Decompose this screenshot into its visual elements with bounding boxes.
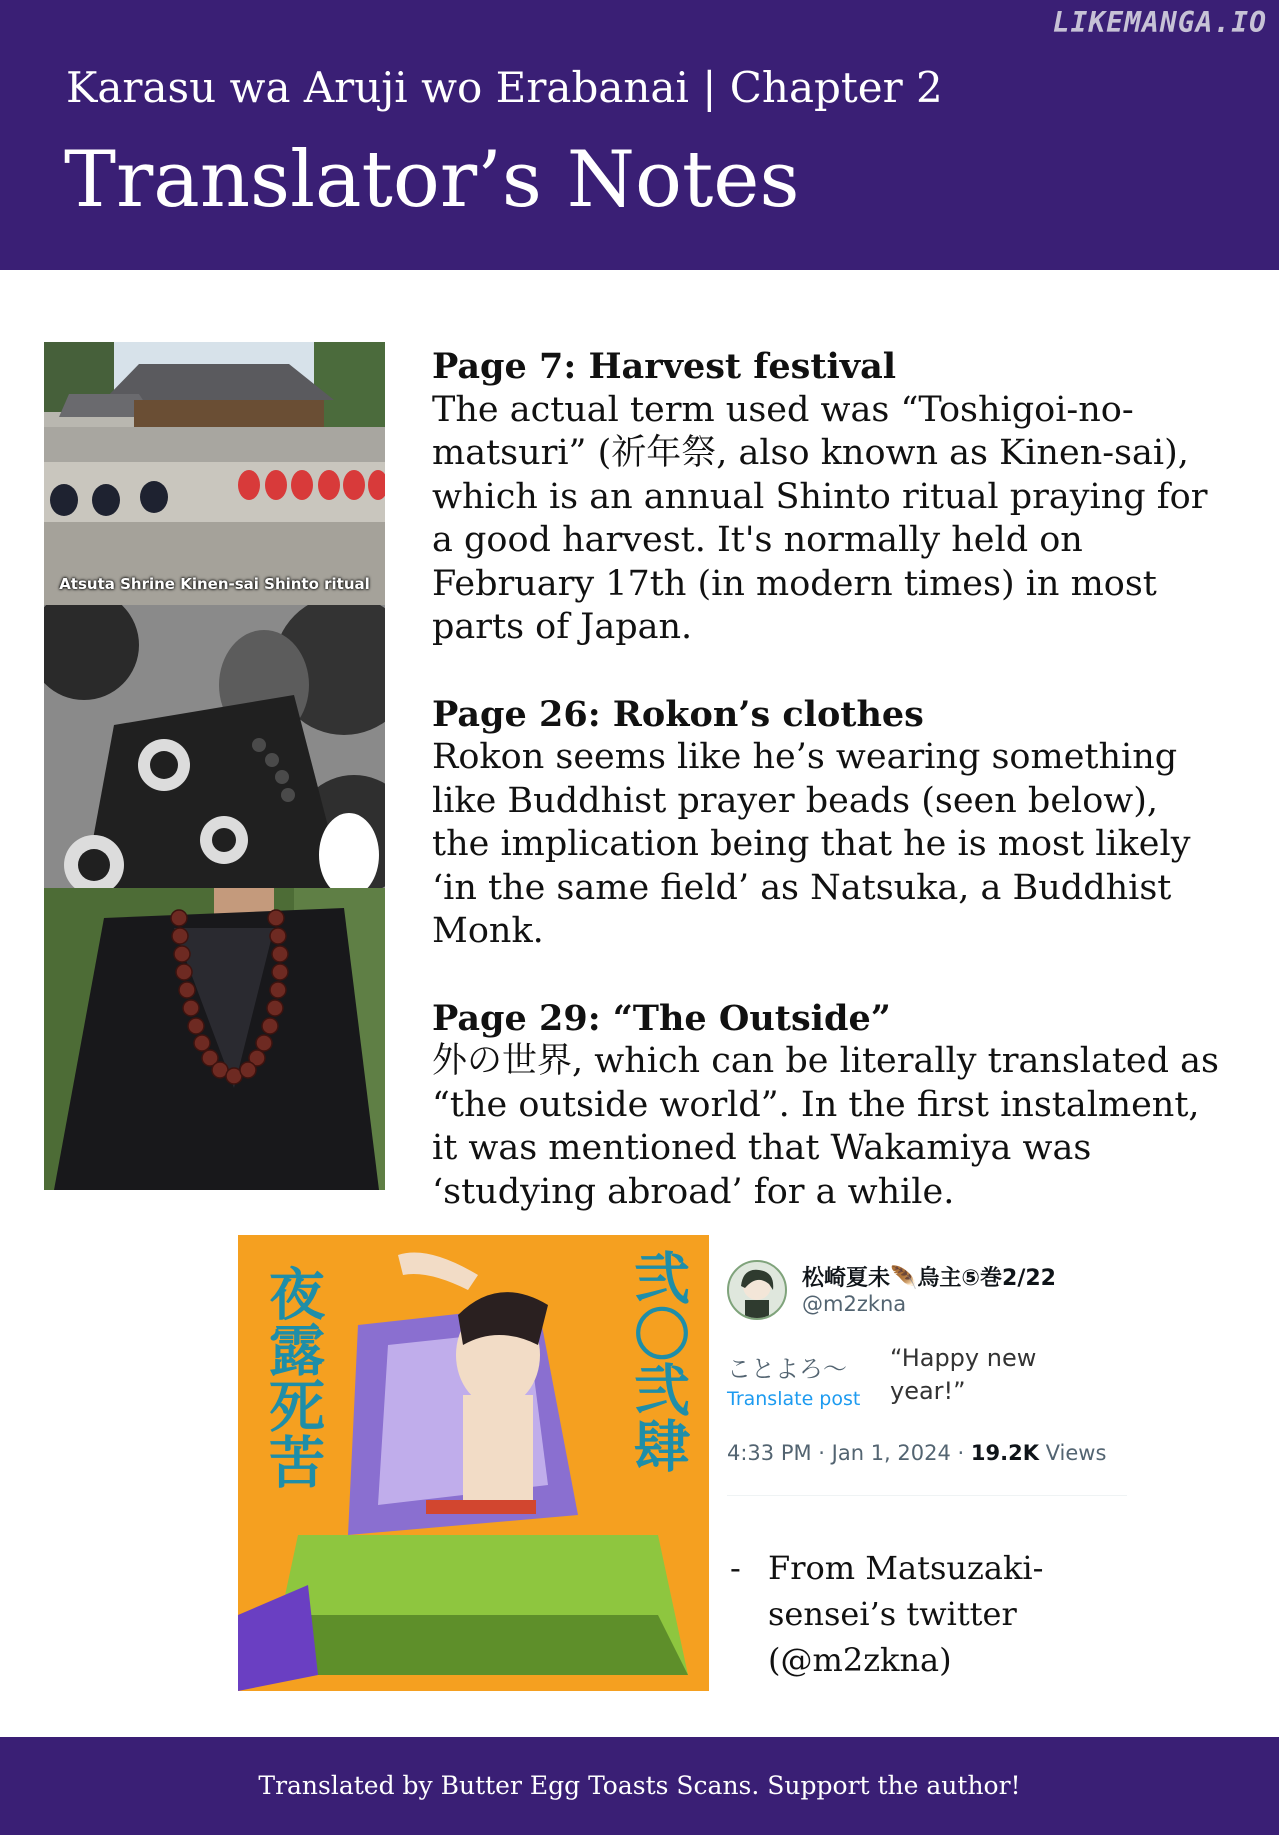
header-banner — [0, 0, 1279, 270]
tweet-translation: “Happy new year!” — [890, 1344, 1037, 1405]
tweet-meta — [727, 1441, 1106, 1465]
avatar[interactable] — [727, 1260, 787, 1320]
source-dash: - — [730, 1549, 741, 1587]
tweet-timestamp[interactable]: 4:33 PM · Jan 1, 2024 · — [727, 1441, 971, 1465]
new-year-artwork — [238, 1235, 709, 1691]
artwork-lettering-right: 弐〇弐肆 — [625, 1249, 690, 1473]
footer-banner — [0, 1737, 1279, 1835]
artwork-lettering-left: 夜露死苦 — [260, 1265, 325, 1489]
tweet-handle[interactable]: @m2zkna — [802, 1292, 907, 1316]
prayer-beads-photo — [44, 888, 385, 1190]
tweet-divider — [727, 1495, 1127, 1496]
note-body: 外の世界, which can be literally translated as “the outside world”. In the first instalment, it was mentioned that Wakamiya was ‘studying abroad’ for a while. — [432, 1041, 1220, 1212]
tweet-views-count: 19.2K — [970, 1441, 1039, 1465]
note-heading: Page 26: Rokon’s clothes — [432, 693, 924, 735]
note-harvest-festival — [432, 345, 1222, 650]
page-title: Translator’s Notes — [64, 135, 800, 225]
prayer-beads-illustration — [44, 888, 385, 1190]
tweet-text: ことよろ〜 — [727, 1355, 847, 1383]
tweet-views-label: Views — [1038, 1441, 1107, 1465]
note-heading: Page 29: “The Outside” — [432, 997, 891, 1039]
avatar-illustration — [729, 1262, 785, 1318]
site-watermark: LIKEMANGA.IO — [1052, 6, 1267, 39]
translate-post-link[interactable]: Translate post — [727, 1388, 861, 1410]
notes-column — [432, 345, 1222, 1257]
note-the-outside — [432, 997, 1222, 1215]
source-text: From Matsuzaki-sensei’s twitter (@m2zkna) — [768, 1549, 1044, 1679]
tweet-display-name[interactable]: 松崎夏未🪶烏主⑤巻2/22 — [802, 1266, 1056, 1291]
manga-illustration — [44, 605, 385, 888]
tweet-card — [722, 1255, 1122, 1505]
footer-credit: Translated by Butter Egg Toasts Scans. Support the author! — [258, 1771, 1021, 1800]
note-rokon-clothes — [432, 693, 1222, 954]
shrine-photo — [44, 342, 385, 605]
manga-panel — [44, 605, 385, 888]
note-heading: Page 7: Harvest festival — [432, 346, 897, 387]
note-body: Rokon seems like he’s wearing something like Buddhist prayer beads (seen below), the implication being that he is most likely ‘in the same field’ as Natsuka, a Buddhist Monk. — [432, 737, 1191, 951]
shrine-caption: Atsuta Shrine Kinen-sai Shinto ritual — [59, 575, 370, 593]
chapter-subtitle: Karasu wa Aruji wo Erabanai | Chapter 2 — [66, 63, 943, 112]
note-body: The actual term used was “Toshigoi-no-matsuri” (祈年祭, also known as Kinen-sai), which is an annual Shinto ritual praying for a good harvest. It's normally held on February 17th (in modern times) in most parts of Japan. — [432, 389, 1208, 647]
shrine-illustration — [44, 342, 385, 605]
